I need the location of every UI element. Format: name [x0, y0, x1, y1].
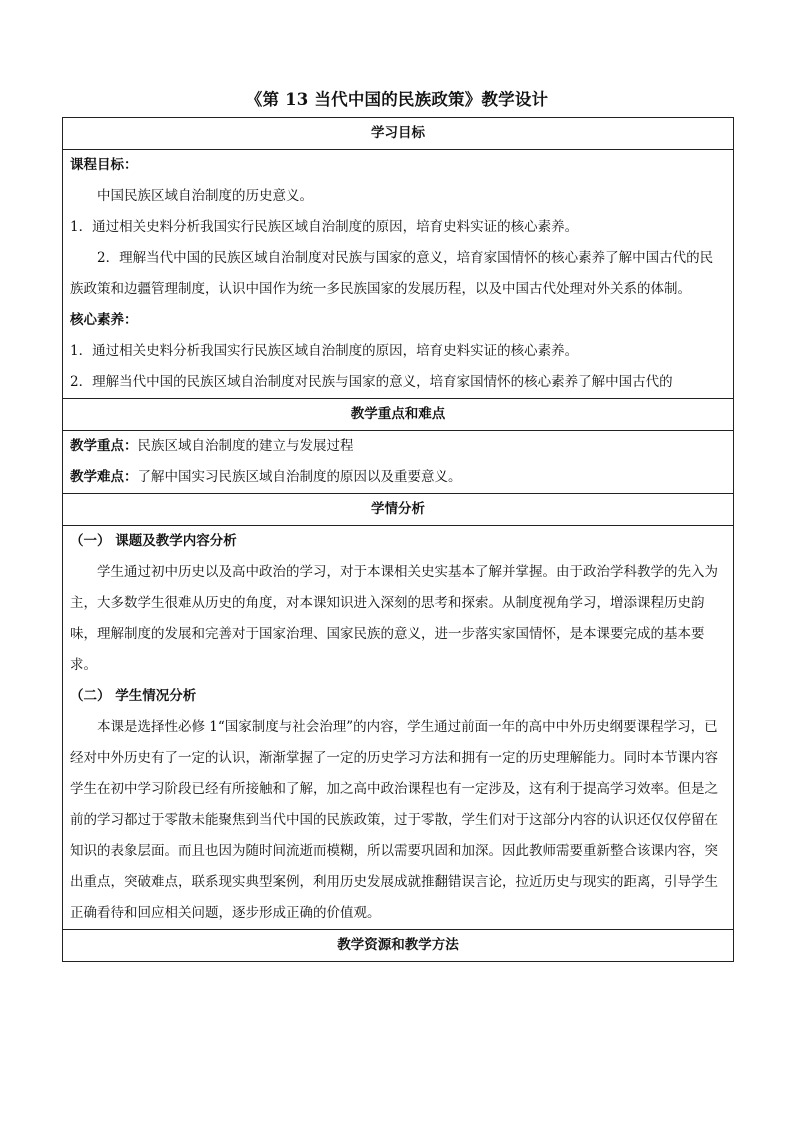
objectives-body-row — [63, 150, 734, 399]
teaching-difficulty — [70, 462, 726, 493]
core-literacy-line: 2．理解当代中国的民族区域自治制度对民族与国家的意义，培育家国情怀的核心素养了解中国古代的 — [70, 374, 673, 390]
teaching-focus — [70, 431, 726, 462]
key-points-header: 教学重点和难点 — [63, 399, 734, 431]
key-points-body — [63, 431, 734, 494]
objectives-header-row — [63, 118, 734, 150]
objectives-header: 学习目标 — [63, 118, 734, 150]
teaching-focus-text: 民族区域自治制度的建立与发展过程 — [137, 438, 354, 454]
analysis-header-row — [63, 494, 734, 526]
content-analysis-heading: （一） 课题及教学内容分析 — [70, 533, 237, 549]
student-analysis-text: 本课是选择性必修 1“国家制度与社会治理”的内容，学生通过前面一年的高中中外历史纲要课程学习，已经对中外历史有了一定的认识，渐渐掌握了一定的历史学习方法和拥有一定的历史理解能力。同时本节课内容学生在初中学习阶段已经有所接触和了解，加之高中政治课程也有一定涉及，这有利于提高学习效率。但是之前的学习都过于零散未能聚焦到当代中国的民族政策，过于零散，学生们对于这部分内容的认识还仅仅停留在知识的表象层面。而且也因为随时间流逝而模糊，所以需要巩固和加深。因此教师需要重新整合该课内容，突出重点，突破难点，联系现实典型案例，利用历史发展成就推翻错误言论，拉近历史与现实的距离，引导学生正确看待和回应相关问题，逐步形成正确的价值观。 — [70, 719, 718, 921]
core-literacy-line: 1．通过相关史料分析我国实行民族区域自治制度的原因，培育史料实证的核心素养。 — [70, 343, 579, 359]
resources-header-row — [63, 930, 734, 962]
objectives-body — [63, 150, 734, 399]
lesson-plan-table — [62, 117, 734, 962]
content-analysis-text: 学生通过初中历史以及高中政治的学习，对于本课相关史实基本了解并掌握。由于政治学科教学的先入为主，大多数学生很难从历史的角度，对本课知识进入深刻的思考和探索。从制度视角学习，增添课程历史韵味，理解制度的发展和完善对于国家治理、国家民族的意义，进一步落实家国情怀，是本课要完成的基本要求。 — [70, 564, 718, 673]
student-analysis-heading: （二） 学生情况分析 — [70, 688, 197, 704]
teaching-difficulty-text: 了解中国实习民族区域自治制度的原因以及重要意义。 — [137, 469, 462, 485]
core-literacy-label: 核心素养： — [70, 312, 138, 328]
course-goal-line: 1．通过相关史料分析我国实行民族区域自治制度的原因，培育史料实证的核心素养。 — [70, 219, 579, 235]
teaching-focus-label: 教学重点： — [70, 438, 138, 454]
resources-header: 教学资源和教学方法 — [63, 930, 734, 962]
course-goal-line: 2．理解当代中国的民族区域自治制度对民族与国家的意义，培育家国情怀的核心素养了解中国古代的民族政策和边疆管理制度，认识中国作为统一多民族国家的发展历程，以及中国古代处理对外关系的体制。 — [70, 250, 714, 297]
key-points-header-row — [63, 399, 734, 431]
key-points-body-row — [63, 431, 734, 494]
analysis-header: 学情分析 — [63, 494, 734, 526]
course-goal-line: 中国民族区域自治制度的历史意义。 — [97, 188, 313, 204]
document-title: 《第 13 当代中国的民族政策》教学设计 — [245, 90, 549, 109]
analysis-body-row — [63, 526, 734, 930]
course-goal-label: 课程目标： — [70, 157, 138, 173]
analysis-body — [63, 526, 734, 930]
teaching-difficulty-label: 教学难点： — [70, 469, 138, 485]
